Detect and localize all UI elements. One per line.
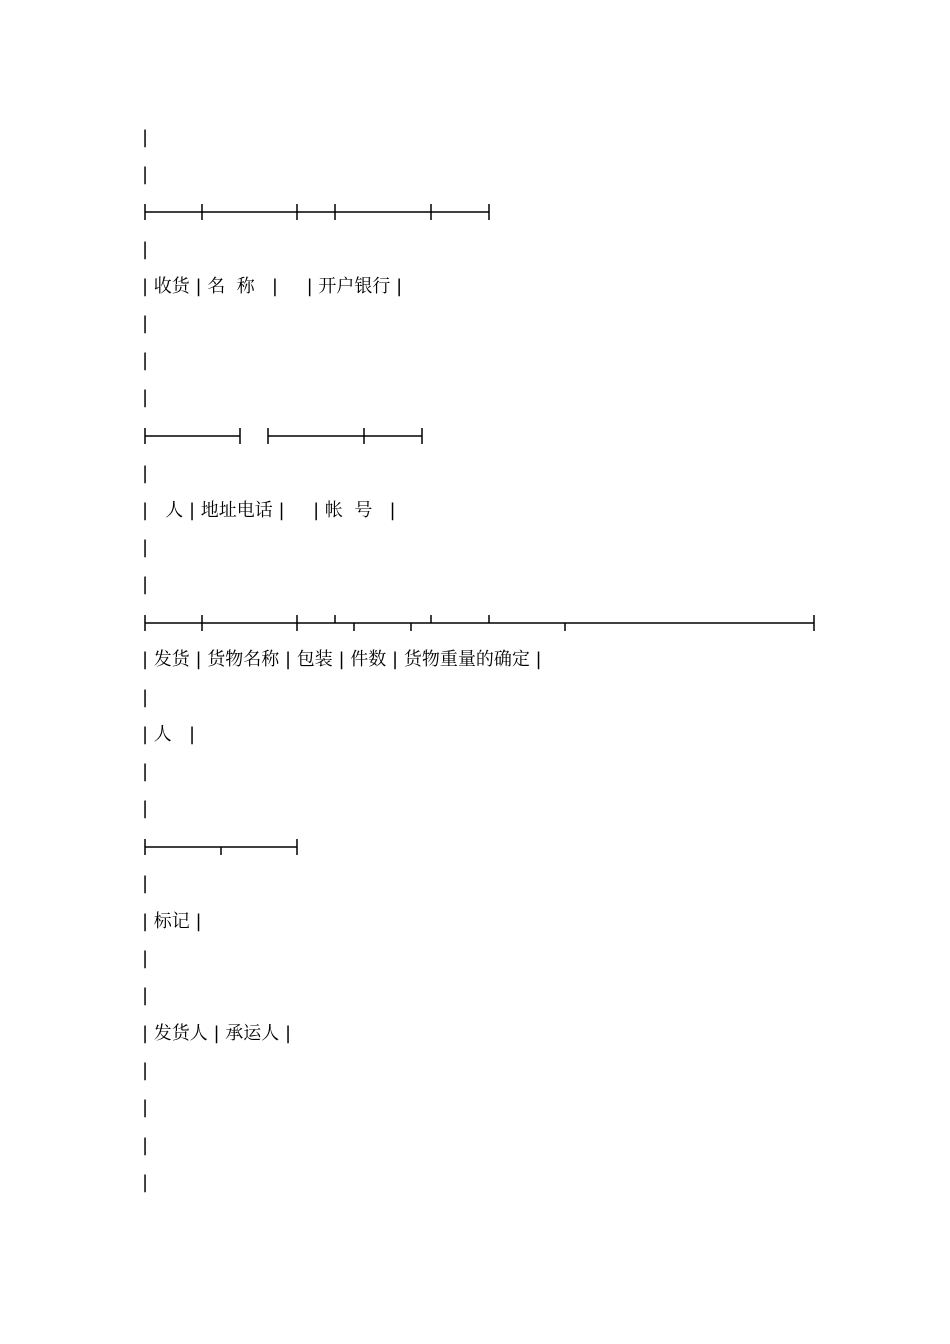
text-line: | <box>142 164 149 185</box>
text-line: | <box>142 1135 149 1156</box>
text-line: | <box>142 463 149 484</box>
consignee-address-row: | 人 | 地址电话 | | 帐 号 | <box>142 500 396 521</box>
text-line: | <box>142 537 149 558</box>
text-line: | <box>142 574 149 595</box>
text-line: | <box>142 761 149 782</box>
goods-header-row: | 发货 | 货物名称 | 包装 | 件数 | 货物重量的确定 | <box>142 649 542 670</box>
text-line: | <box>142 313 149 334</box>
text-line: | <box>142 239 149 260</box>
text-line: | <box>142 387 149 408</box>
text-line: | <box>142 1060 149 1081</box>
marks-row: | 标记 | <box>142 911 202 932</box>
text-line: | <box>142 873 149 894</box>
text-line: | <box>142 1172 149 1193</box>
shipper-row: | 人 | <box>142 724 196 745</box>
text-line: | <box>142 1097 149 1118</box>
text-line: | <box>142 350 149 371</box>
text-line: | <box>142 127 149 148</box>
text-line: | <box>142 985 149 1006</box>
consignee-header-row: | 收货 | 名 称 | | 开户银行 | <box>142 276 403 297</box>
text-line: | <box>142 948 149 969</box>
text-line: | <box>142 687 149 708</box>
signature-row: | 发货人 | 承运人 | <box>142 1023 292 1044</box>
text-line: | <box>142 798 149 819</box>
